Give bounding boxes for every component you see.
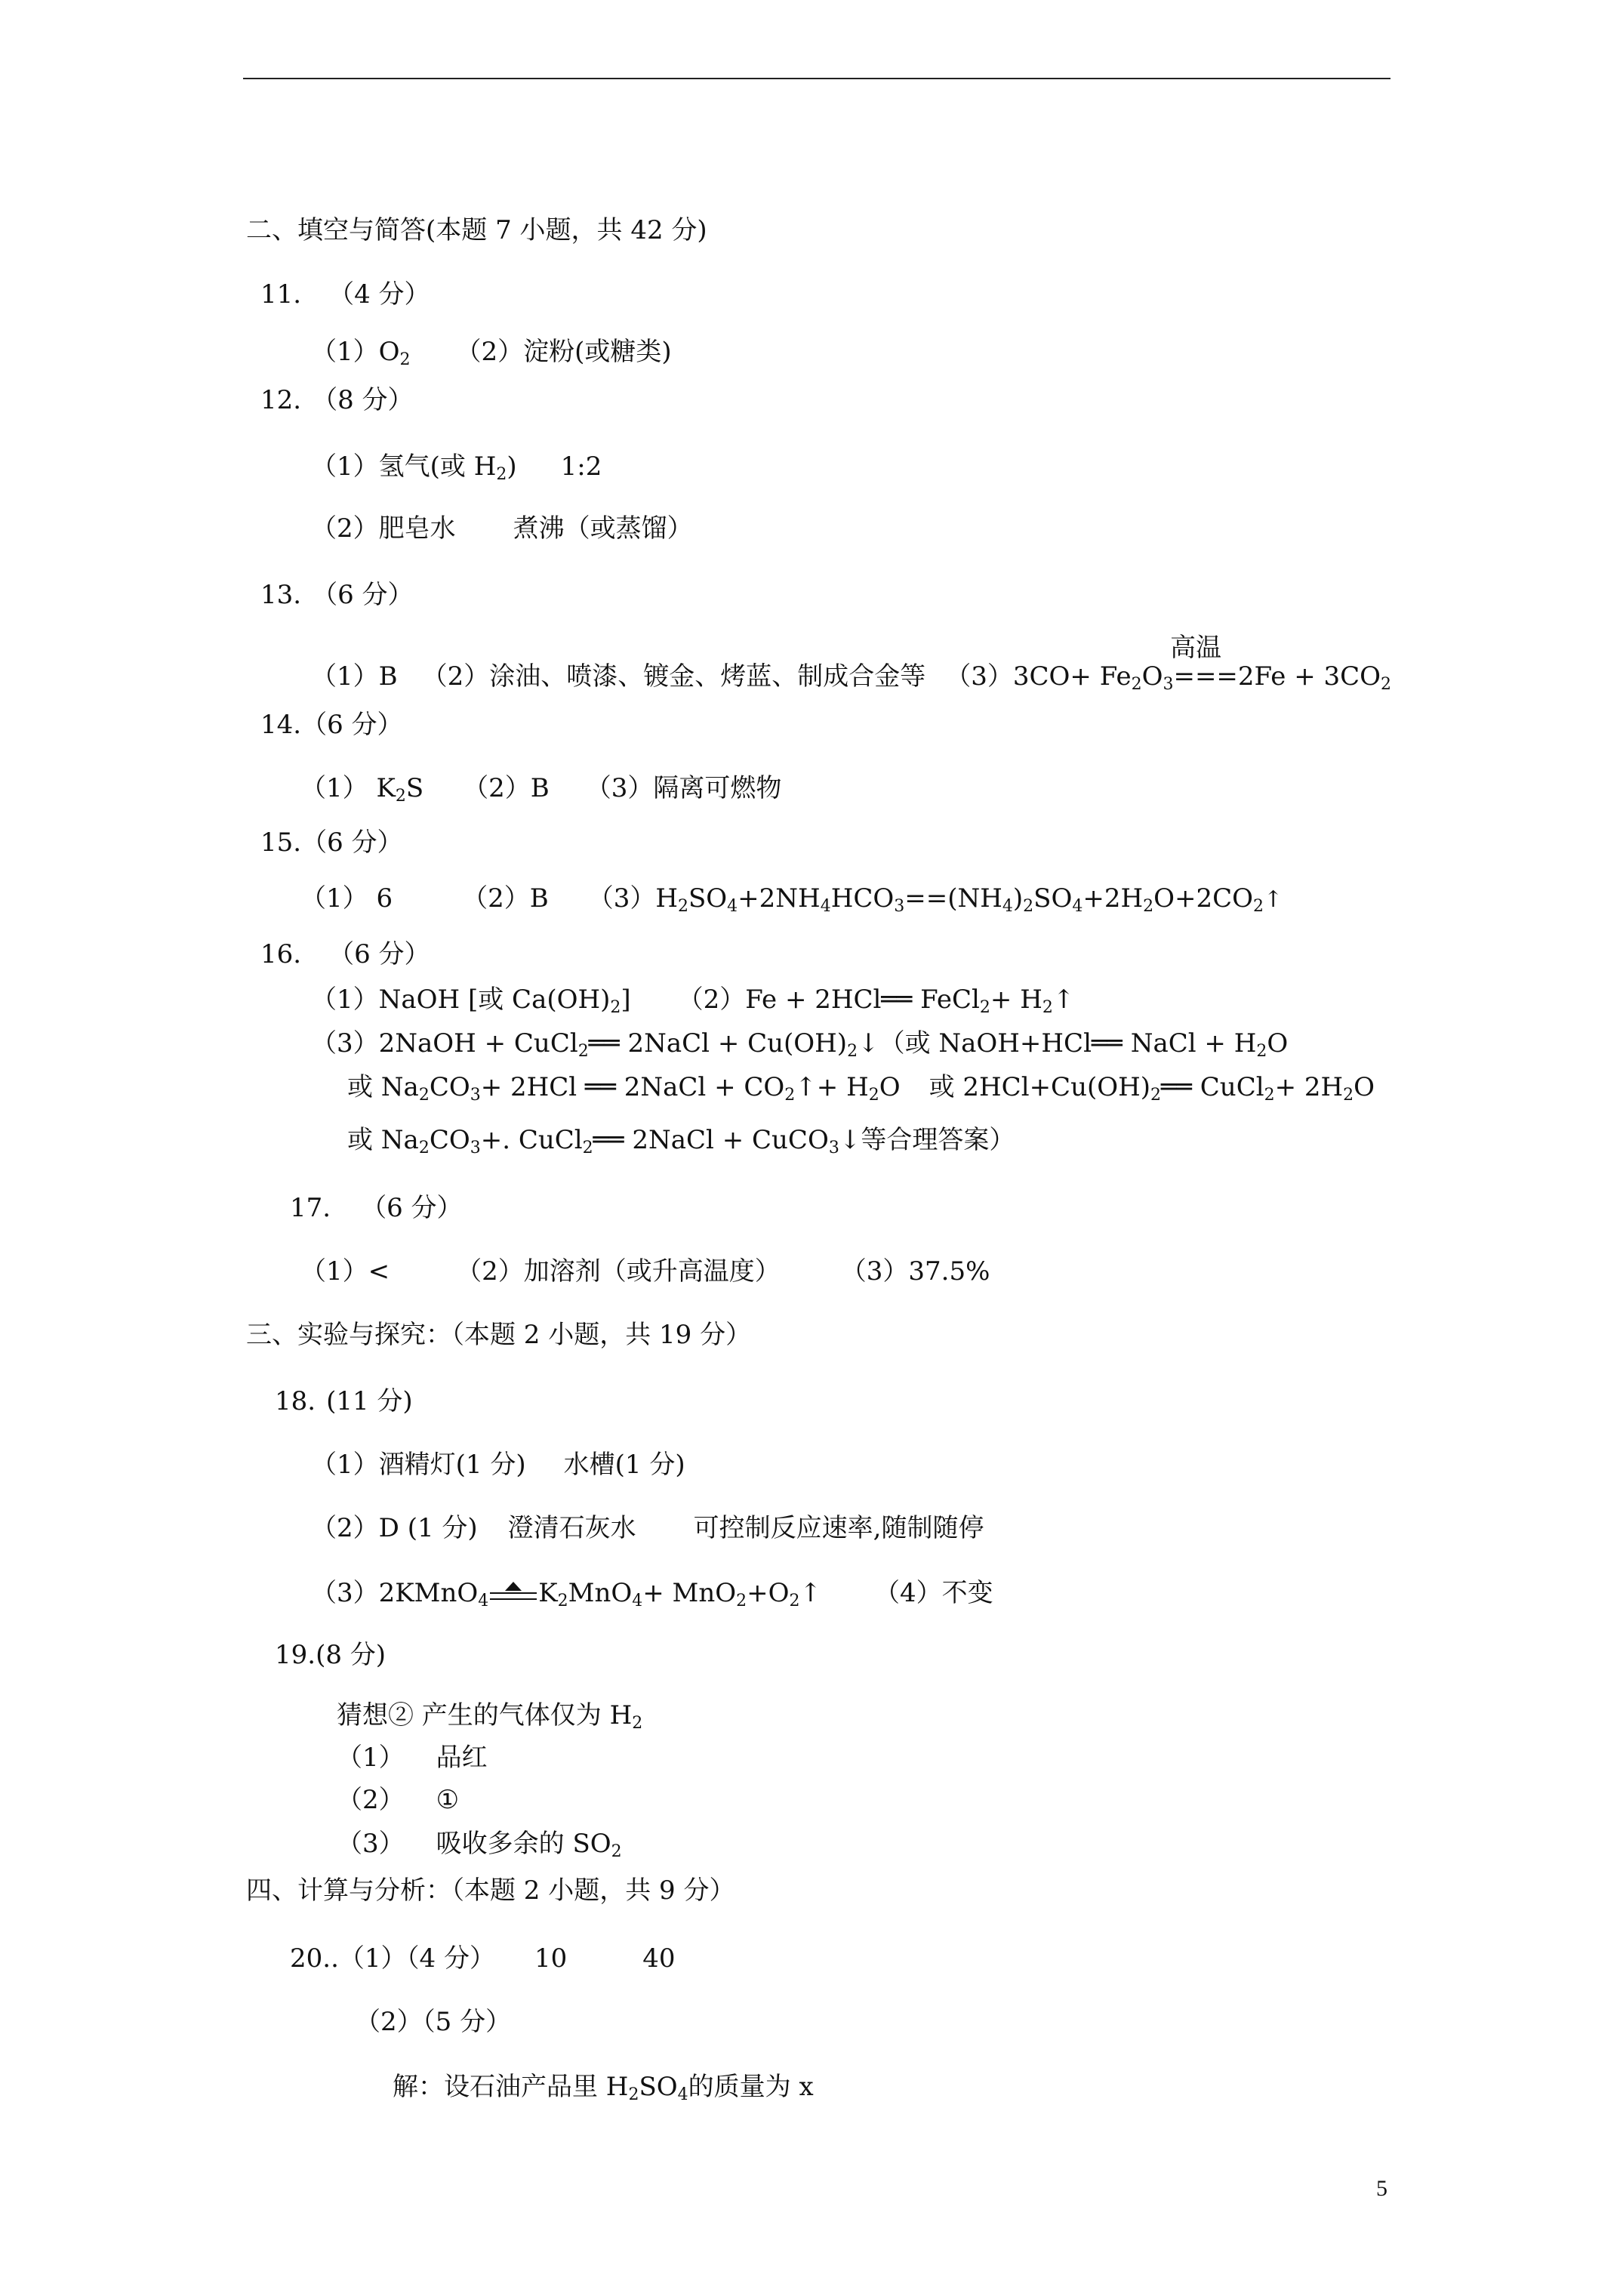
subscript: 2	[582, 1139, 593, 1157]
subscript: 2	[610, 998, 621, 1017]
solution-text: 解：设石油产品里 H	[393, 2072, 629, 2102]
subscript: 3	[1163, 675, 1174, 694]
subscript: 2	[611, 1842, 622, 1861]
question-13-header	[260, 580, 414, 610]
item-index: （3）	[337, 1829, 405, 1859]
subscript: 2	[789, 1592, 800, 1610]
question-17-header	[290, 1193, 463, 1223]
answer-part-1: （1）O	[311, 337, 400, 367]
answer-part-2: （2）涂油、喷漆、镀金、烤蓝、制成合金等	[421, 661, 926, 692]
item-index: （1）	[337, 1743, 405, 1773]
reaction-condition: 高温	[1170, 633, 1221, 663]
formula-text: ===2Fe + 3CO	[1173, 661, 1381, 692]
subscript: 2	[1143, 897, 1154, 916]
question-number: 19.	[275, 1640, 316, 1670]
subscript: 2	[1381, 675, 1392, 694]
section-4-title	[246, 1875, 735, 1906]
formula-text: + H	[990, 985, 1042, 1015]
subscript: 2	[632, 1714, 643, 1733]
formula-text: + 2H	[1274, 1072, 1344, 1102]
question-18-answer-1	[311, 1450, 685, 1480]
section-3-title	[246, 1320, 751, 1350]
formula-text: ==(NH	[904, 883, 1002, 914]
subscript: 2	[847, 1042, 858, 1061]
question-11-header	[260, 279, 430, 310]
formula-text: S	[405, 773, 424, 803]
subscript: 4	[478, 1592, 489, 1610]
formula-text: 或 Na	[347, 1125, 419, 1155]
formula-text: ]	[621, 985, 631, 1015]
gas-arrow-icon: ↑	[1052, 985, 1075, 1015]
question-19-header	[275, 1640, 386, 1670]
question-11-answer	[311, 337, 672, 367]
subscript: 4	[632, 1592, 643, 1610]
question-16-answer-1	[311, 985, 1074, 1015]
question-score: （8 分）	[312, 385, 414, 415]
subscript: 2	[496, 465, 507, 484]
subscript: 4	[727, 897, 738, 916]
answer-part-2: （2）加溶剂（或升高温度）	[456, 1256, 781, 1287]
question-score: (11 分)	[326, 1386, 413, 1416]
formula-text: O+2CO	[1153, 883, 1254, 914]
question-score: （6 分）	[301, 827, 403, 858]
question-15-header	[260, 827, 403, 858]
subscript: 2	[557, 1592, 568, 1610]
answer-part-3: （3）隔离可燃物	[585, 773, 782, 803]
section-2-title	[246, 215, 707, 245]
answer-value-1: 10	[534, 1943, 568, 1974]
formula-text: MnO	[568, 1578, 633, 1608]
question-18-answer-3	[311, 1578, 993, 1608]
subscript: 2	[1343, 1086, 1354, 1105]
subscript: 2	[1023, 897, 1034, 916]
formula-text: ══ 2NaCl + Cu(OH)	[588, 1028, 848, 1059]
formula-text: HCO	[830, 883, 895, 914]
answer-part-2: （2）Fe + 2HCl══ FeCl	[677, 985, 980, 1015]
question-number: 14.	[260, 710, 302, 740]
guess-text: 猜想② 产生的气体仅为 H	[337, 1700, 633, 1730]
answer-part-2: （2）B	[463, 773, 550, 803]
question-16-answer-3	[347, 1072, 1375, 1105]
question-16-answer-4	[347, 1125, 1015, 1155]
subscript: 2	[395, 787, 406, 806]
answer-part-3: （3）H	[587, 883, 678, 914]
section-2-title-text: 二、填空与简答(本题 7 小题，共 42 分)	[246, 215, 707, 245]
question-number: 12.	[260, 385, 302, 415]
subscript: 2	[678, 897, 688, 916]
subscript: 4	[820, 897, 831, 916]
paren: )	[507, 451, 517, 482]
formula-text: SO	[1033, 883, 1073, 914]
answer-part-2b: 煮沸（或蒸馏）	[513, 513, 693, 544]
question-19-item-1	[337, 1743, 488, 1773]
answer-part-2: （2）肥皂水	[311, 513, 456, 544]
section-3-title-text: 三、实验与探究：（本题 2 小题，共 19 分）	[246, 1320, 752, 1350]
subscript: 4	[677, 2085, 688, 2104]
answer-part-1: （1）（4 分）	[338, 1943, 495, 1974]
question-15-answer	[300, 883, 1283, 915]
item-value: 品红	[436, 1743, 488, 1773]
question-12-header	[260, 385, 414, 415]
subscript: 2	[784, 1086, 796, 1105]
answer-part-2c: 可控制反应速率,随制随停	[693, 1513, 984, 1543]
question-number: 16.	[260, 939, 302, 969]
formula-text: ══ 2NaCl + CuCO	[593, 1125, 829, 1155]
subscript: 2	[1256, 1042, 1267, 1061]
question-number: 17.	[290, 1193, 331, 1223]
item-value: ①	[436, 1785, 460, 1815]
question-19-guess	[337, 1700, 643, 1733]
subscript: 2	[418, 1139, 430, 1157]
question-20-answer-2	[355, 2007, 511, 2037]
formula-text: ↓（或 NaOH+HCl══ NaCl + H	[858, 1028, 1257, 1059]
answer-part-1: （1） K	[300, 773, 396, 803]
answer-part-1b: 水槽(1 分)	[563, 1450, 685, 1480]
question-18-header	[275, 1386, 413, 1416]
answer-part-1: （1）氢气(或 H	[311, 451, 497, 482]
formula-text: +2H	[1083, 883, 1144, 914]
question-12-answer-1	[311, 451, 602, 482]
question-16-header	[260, 939, 430, 969]
subscript: 2	[628, 2085, 639, 2104]
subscript: 2	[1253, 897, 1264, 916]
question-score: （6 分）	[312, 580, 414, 610]
formula-text: CO	[429, 1072, 470, 1102]
subscript: 2	[577, 1042, 589, 1061]
question-score: (8 分)	[316, 1640, 387, 1670]
formula-text: 或 2HCl+Cu(OH)	[929, 1072, 1151, 1102]
subscript: 2	[868, 1086, 879, 1105]
question-score: （6 分）	[328, 939, 430, 969]
ratio-value: 1:2	[560, 451, 602, 482]
formula-text: O	[1354, 1072, 1375, 1102]
answer-part-3: （3）37.5%	[840, 1256, 990, 1287]
formula-text: CO	[429, 1125, 470, 1155]
answer-part-2: （2）淀粉(或糖类)	[455, 337, 672, 367]
question-19-item-3	[337, 1829, 622, 1859]
formula-text: SO	[639, 2072, 678, 2102]
formula-text: O	[1141, 661, 1163, 692]
formula-text: ↑+ H	[795, 1072, 869, 1102]
gas-arrow-icon: ↑	[1264, 886, 1283, 913]
formula-text: +2NH	[738, 883, 821, 914]
subscript: 2	[1042, 998, 1053, 1017]
question-number: 20.	[290, 1943, 331, 1974]
item-value: 吸收多余的 SO	[436, 1829, 611, 1859]
formula-text: 或 Na	[347, 1072, 419, 1102]
answer-part-3: （3）3CO+ Fe	[945, 661, 1132, 692]
formula-text: )	[1012, 883, 1024, 914]
subscript: 2	[1131, 675, 1142, 694]
answer-part-2: （2）D (1 分)	[311, 1513, 478, 1543]
answer-part-1: （1）B	[311, 661, 398, 692]
answer-part-2: （2）（5 分）	[355, 2007, 512, 2037]
question-score: （6 分）	[301, 710, 403, 740]
solution-text: 的质量为 x	[688, 2072, 814, 2102]
question-18-answer-2	[311, 1513, 984, 1543]
answer-part-1: （1）NaOH [或 Ca(OH)	[311, 985, 611, 1015]
header-rule	[243, 78, 1390, 79]
formula-text: +O	[747, 1578, 790, 1608]
formula-text: O	[879, 1072, 901, 1102]
page-number: 5	[1376, 2176, 1387, 2201]
formula-text: K	[538, 1578, 558, 1608]
subscript: 2	[418, 1086, 430, 1105]
answer-part-1: （1）酒精灯(1 分)	[311, 1450, 526, 1480]
subscript: 3	[894, 897, 905, 916]
question-14-answer	[300, 773, 782, 806]
answer-part-4: （4）不变	[874, 1578, 993, 1608]
answer-part-2: （2）B	[462, 883, 549, 914]
subscript: 3	[828, 1139, 839, 1157]
question-13-answer	[311, 661, 1391, 692]
answer-part-3: （3）2NaOH + CuCl	[311, 1028, 578, 1059]
question-score: （4 分）	[328, 279, 430, 310]
subscript: 2	[979, 998, 990, 1017]
question-14-header	[260, 710, 403, 740]
gas-arrow-icon: ↑	[799, 1578, 822, 1608]
question-17-answer	[300, 1256, 990, 1287]
subscript: 3	[470, 1139, 481, 1157]
subscript: 2	[736, 1592, 747, 1610]
question-number: 18.	[275, 1386, 316, 1416]
question-number: 11.	[260, 279, 302, 310]
formula-text: +. CuCl	[480, 1125, 583, 1155]
subscript: 2	[1264, 1086, 1275, 1105]
answer-part-2b: 澄清石灰水	[507, 1513, 636, 1543]
question-19-item-2	[337, 1785, 459, 1815]
subscript: 2	[399, 350, 411, 369]
answer-value-2: 40	[642, 1943, 676, 1974]
answer-part-1: （1）<	[300, 1256, 390, 1287]
question-number: 13.	[260, 580, 302, 610]
question-12-answer-2	[311, 513, 693, 544]
question-number: 15.	[260, 827, 302, 858]
subscript: 4	[1072, 897, 1083, 916]
answer-part-3: （3）2KMnO	[311, 1578, 479, 1608]
formula-text: + 2HCl ══ 2NaCl + CO	[480, 1072, 785, 1102]
subscript: 3	[470, 1086, 481, 1105]
formula-text: O	[1267, 1028, 1289, 1059]
question-16-answer-2	[311, 1028, 1288, 1059]
subscript: 4	[1002, 897, 1013, 916]
stray-dot: .	[331, 1943, 339, 1974]
question-20-solution	[393, 2072, 814, 2102]
formula-text: SO	[688, 883, 728, 914]
heating-sign-icon	[488, 1583, 538, 1606]
subscript: 2	[1150, 1086, 1162, 1105]
formula-text: ↓等合理答案）	[839, 1125, 1015, 1155]
question-20-answer-1	[290, 1943, 676, 1974]
section-4-title-text: 四、计算与分析：（本题 2 小题，共 9 分）	[246, 1875, 735, 1906]
item-index: （2）	[337, 1785, 405, 1815]
question-score: （6 分）	[361, 1193, 463, 1223]
answer-part-1: （1） 6	[300, 883, 393, 914]
formula-text: ══ CuCl	[1161, 1072, 1264, 1102]
formula-text: + MnO	[642, 1578, 737, 1608]
